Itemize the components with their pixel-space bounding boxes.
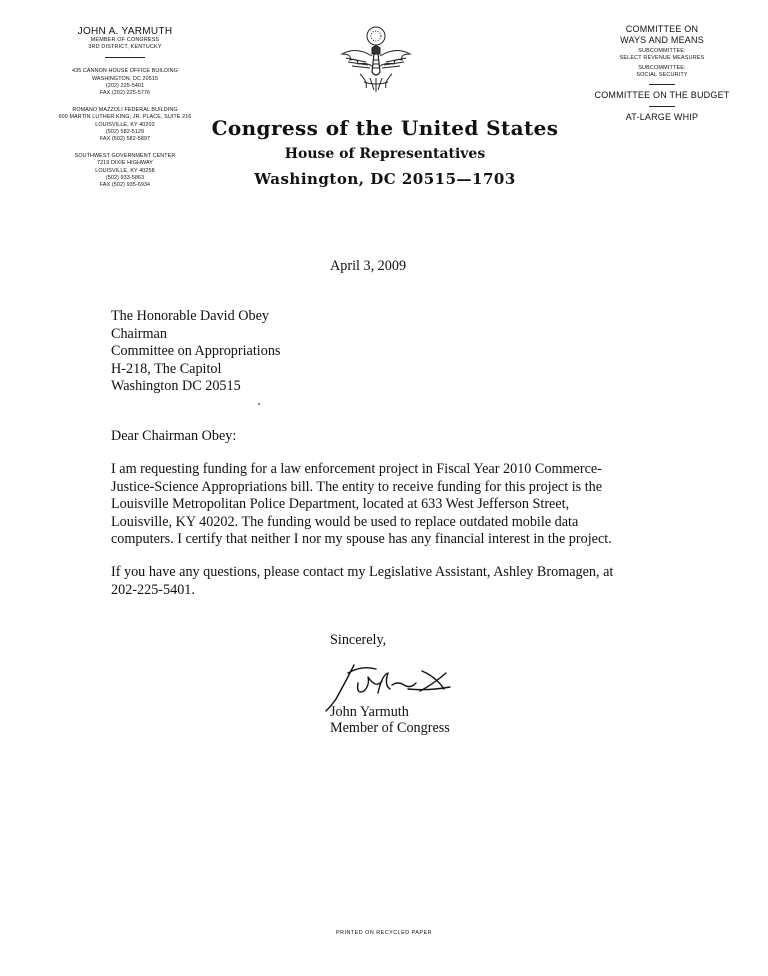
house-heading: House of Representatives bbox=[284, 146, 486, 162]
office-line: 600 MARTIN LUTHER KING, JR. PLACE, SUITE 216 bbox=[58, 114, 192, 121]
office-line: 435 CANNON HOUSE OFFICE BUILDING bbox=[72, 68, 178, 75]
closing: Sincerely, bbox=[330, 632, 387, 648]
paragraph-line: I am requesting funding for a law enforcement project in Fiscal Year 2010 Commerce- bbox=[111, 461, 602, 477]
address-line: The Honorable David Obey bbox=[111, 308, 269, 324]
office-line: (502) 582-5129 bbox=[105, 128, 145, 135]
office-line: FAX (502) 582-5897 bbox=[99, 136, 151, 143]
address-line: Washington DC 20515 bbox=[111, 378, 241, 394]
office-line: FAX (202) 225-5776 bbox=[99, 90, 151, 97]
divider bbox=[649, 106, 675, 107]
letter-date: April 3, 2009 bbox=[330, 258, 407, 274]
salutation: Dear Chairman Obey: bbox=[111, 428, 237, 444]
subcommittee-label: SUBCOMMITTEE: bbox=[638, 48, 686, 54]
address-line: Chairman bbox=[111, 325, 167, 342]
recycled-paper-note: PRINTED ON RECYCLED PAPER bbox=[336, 930, 432, 936]
paragraph-line: computers. I certify that neither I nor my spouse has any financial interest in the project. bbox=[111, 531, 612, 547]
office-line: ROMANO MAZZOLI FEDERAL BUILDING bbox=[72, 107, 178, 114]
office-line: LOUISVILLE, KY 40202 bbox=[95, 121, 155, 128]
committee-column bbox=[586, 24, 738, 123]
office-line: WASHINGTON, DC 20515 bbox=[91, 75, 159, 82]
subcommittee-label: SUBCOMMITTEE: bbox=[638, 65, 686, 71]
city-zip-heading: Washington, DC 20515—1703 bbox=[254, 170, 516, 188]
signer-name: John Yarmuth bbox=[330, 704, 409, 720]
office-address-southwest bbox=[40, 153, 210, 189]
signer-title: Member of Congress bbox=[330, 720, 450, 736]
committee-ways-means-line: WAYS AND MEANS bbox=[620, 35, 704, 45]
house-seal-icon bbox=[336, 24, 416, 96]
committee-budget: COMMITTEE ON THE BUDGET bbox=[594, 90, 730, 100]
office-line: FAX (502) 935-6934 bbox=[99, 182, 151, 189]
office-line: LOUISVILLE, KY 40258 bbox=[95, 167, 155, 174]
office-line: (202) 225-5401 bbox=[105, 82, 145, 89]
office-address-dc bbox=[40, 68, 210, 97]
office-line: 7219 DIXIE HIGHWAY bbox=[96, 160, 154, 167]
office-line: SOUTHWEST GOVERNMENT CENTER bbox=[74, 153, 176, 160]
member-title-line: MEMBER OF CONGRESS bbox=[90, 37, 160, 43]
subcommittee-name: SELECT REVENUE MEASURES bbox=[619, 55, 705, 61]
left-office-column bbox=[40, 26, 210, 189]
committee-ways-means-line: COMMITTEE ON bbox=[625, 24, 699, 34]
address-line: H-218, The Capitol bbox=[111, 360, 222, 377]
member-name: JOHN A. YARMUTH bbox=[77, 26, 173, 37]
body-paragraph-2 bbox=[111, 564, 671, 599]
divider bbox=[105, 57, 145, 58]
office-line: (502) 933-5863 bbox=[105, 174, 145, 181]
body-paragraph-1 bbox=[111, 461, 671, 549]
divider bbox=[649, 84, 675, 85]
recipient-address bbox=[111, 308, 280, 396]
paragraph-line: Justice-Science Appropriations bill. The entity to receive funding for this project is the bbox=[111, 478, 603, 495]
scan-speck bbox=[258, 403, 260, 405]
at-large-whip: AT-LARGE WHIP bbox=[625, 112, 699, 122]
office-address-louisville bbox=[40, 107, 210, 143]
paragraph-line: Louisville, KY 40202. The funding would be used to replace outdated mobile data bbox=[111, 513, 579, 530]
subcommittee-name: SOCIAL SECURITY bbox=[636, 72, 688, 78]
congress-heading: Congress of the United States bbox=[211, 116, 559, 140]
address-line: Committee on Appropriations bbox=[111, 343, 281, 359]
paragraph-line: If you have any questions, please contact my Legislative Assistant, Ashley Bromagen, at bbox=[111, 564, 614, 580]
member-district-line: 3RD DISTRICT, KENTUCKY bbox=[88, 44, 162, 51]
paragraph-line: Louisville Metropolitan Police Department, located at 633 West Jefferson Street, bbox=[111, 496, 570, 512]
paragraph-line: 202-225-5401. bbox=[111, 581, 195, 598]
